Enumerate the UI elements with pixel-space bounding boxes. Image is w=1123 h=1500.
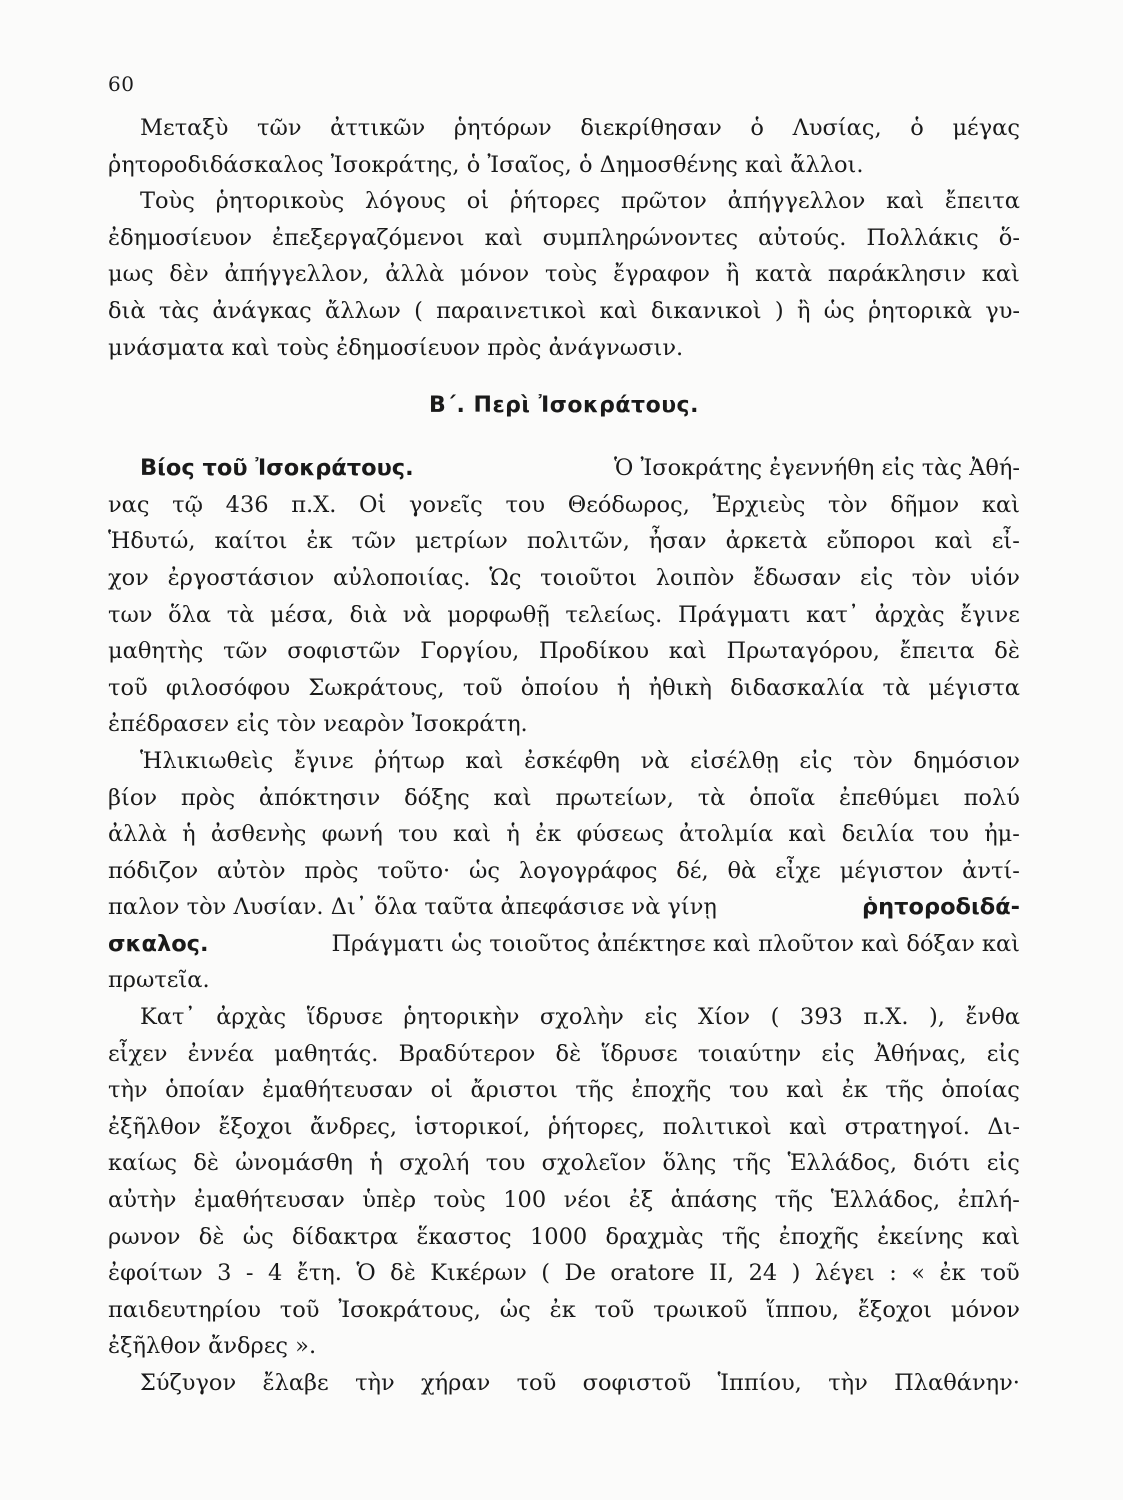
text-line: ῥητοροδιδάσκαλος Ἰσοκράτης, ὁ Ἰσαῖος, ὁ Δημοσθένης καὶ ἄλλοι. <box>108 151 864 178</box>
body-text <box>108 110 1020 1402</box>
text-line: παιδευτηρίου τοῦ Ἰσοκράτους, ὡς ἐκ τοῦ τρωικοῦ ἵππου, ἔξοχοι μόνον <box>108 1296 1020 1323</box>
text-line: Κατ᾽ ἀρχὰς ἵδρυσε ῥητορικὴν σχολὴν εἰς Χίον ( 393 π.Χ. ), ἔνθα <box>140 1004 1020 1031</box>
text-line: εἶχεν ἐννέα μαθητάς. Βραδύτερον δὲ ἵδρυσε τοιαύτην εἰς Ἀθήνας, εἰς <box>108 1040 1020 1067</box>
text-line: μνάσματα καὶ τοὺς ἐδημοσίευον πρὸς ἀνάγνωσιν. <box>108 334 684 361</box>
text-line: Τοὺς ῥητορικοὺς λόγους οἱ ῥήτορες πρῶτον ἀπήγγελλον καὶ ἔπειτα <box>140 188 1020 215</box>
text-line: καίως δὲ ὠνομάσθη ἡ σχολή του σχολεῖον ὅλης τῆς Ἑλλάδος, διότι εἰς <box>108 1150 1020 1177</box>
text-line: ρωνον δὲ ὡς δίδακτρα ἕκαστος 1000 δραχμὰς τῆς ἐποχῆς ἐκείνης καὶ <box>108 1223 1020 1250</box>
text-line: των ὅλα τὰ μέσα, διὰ νὰ μορφωθῇ τελείως. Πράγματι κατ᾽ ἀρχὰς ἔγινε <box>108 601 1020 628</box>
text-line: αὐτὴν ἐμαθήτευσαν ὑπὲρ τοὺς 100 νέοι ἐξ ἁπάσης τῆς Ἑλλάδος, ἐπλή- <box>108 1187 1020 1214</box>
emphasized-term: σκαλος. <box>108 930 209 957</box>
text-fragment: Ὁ Ἰσοκράτης ἐγεννήθη εἰς τὰς Ἀθή- <box>614 455 1020 482</box>
subsection-title: Βίος τοῦ Ἰσοκράτους. <box>140 455 414 482</box>
text-line: Μεταξὺ τῶν ἀττικῶν ῥητόρων διεκρίθησαν ὁ Λυσίας, ὁ μέγας <box>140 115 1020 141</box>
text-line: μως δὲν ἀπήγγελλον, ἀλλὰ μόνον τοὺς ἔγραφον ἢ κατὰ παράκλησιν καὶ <box>108 261 1020 288</box>
text-line: Ἡδυτώ, καίτοι ἐκ τῶν μετρίων πολιτῶν, ἦσαν ἀρκετὰ εὔποροι καὶ εἶ- <box>108 528 1020 555</box>
text-line <box>108 926 1020 963</box>
text-line: τοῦ φιλοσόφου Σωκράτους, τοῦ ὁποίου ἡ ἠθικὴ διδασκαλία τὰ μέγιστα <box>108 674 1020 701</box>
text-line: πρωτεῖα. <box>108 967 210 994</box>
text-line: ἐπέδρασεν εἰς τὸν νεαρὸν Ἰσοκράτη. <box>108 711 528 738</box>
text-line: ἐξῆλθον ἔξοχοι ἄνδρες, ἱστορικοί, ῥήτορες, πολιτικοὶ καὶ στρατηγοί. Δι- <box>108 1113 1020 1140</box>
text-line: διὰ τὰς ἀνάγκας ἄλλων ( παραινετικοὶ καὶ δικανικοὶ ) ἢ ὡς ῥητορικὰ γυ- <box>108 297 1020 324</box>
text-line: Σύζυγον ἔλαβε τὴν χήραν τοῦ σοφιστοῦ Ἱππίου, τὴν Πλαθάνην· <box>140 1370 1020 1396</box>
text-line: νας τῷ 436 π.Χ. Οἱ γονεῖς του Θεόδωρος, Ἐρχιεὺς τὸν δῆμον καὶ <box>108 491 1020 518</box>
text-line: χον ἐργοστάσιον αὐλοποιίας. Ὡς τοιοῦτοι λοιπὸν ἔδωσαν εἰς τὸν υἱόν <box>108 564 1020 591</box>
page-number: 60 <box>108 72 135 96</box>
text-line: βίον πρὸς ἀπόκτησιν δόξης καὶ πρωτείων, τὰ ὁποῖα ἐπεθύμει πολύ <box>108 784 1020 811</box>
text-line <box>108 889 1020 926</box>
text-line: τὴν ὁποίαν ἐμαθήτευσαν οἱ ἄριστοι τῆς ἐποχῆς του καὶ ἐκ τῆς ὁποίας <box>108 1077 1020 1104</box>
section-heading: Β΄. Περὶ Ἰσοκράτους. <box>429 393 699 419</box>
text-line: ἐξῆλθον ἄνδρες ». <box>108 1333 317 1360</box>
text-line: ἐδημοσίευον ἐπεξεργαζόμενοι καὶ συμπληρώνοντες αὐτούς. Πολλάκις ὅ- <box>108 224 1020 251</box>
emphasized-term: ῥητοροδιδά- <box>862 894 1020 921</box>
text-line: μαθητὴς τῶν σοφιστῶν Γοργίου, Προδίκου καὶ Πρωταγόρου, ἔπειτα δὲ <box>108 638 1020 665</box>
text-fragment: Πράγματι ὡς τοιοῦτος ἀπέκτησε καὶ πλοῦτον καὶ δόξαν καὶ <box>331 930 1020 957</box>
text-line: ἀλλὰ ἡ ἀσθενὴς φωνή του καὶ ἡ ἐκ φύσεως ἀτολμία καὶ δειλία του ἠμ- <box>108 821 1020 848</box>
text-line: Ἡλικιωθεὶς ἔγινε ῥήτωρ καὶ ἐσκέφθη νὰ εἰσέλθῃ εἰς τὸν δημόσιον <box>140 747 1020 774</box>
text-line: ἐφοίτων 3 - 4 ἔτη. Ὁ δὲ Κικέρων ( De oratore II, 24 ) λέγει : « ἐκ τοῦ <box>108 1260 1020 1287</box>
text-line: πόδιζον αὐτὸν πρὸς τοῦτο· ὡς λογογράφος δέ, θὰ εἶχε μέγιστον ἀντί- <box>108 857 1020 884</box>
text-line <box>108 450 1020 487</box>
text-fragment: παλον τὸν Λυσίαν. Δι᾽ ὅλα ταῦτα ἀπεφάσισε νὰ γίνῃ <box>108 894 717 921</box>
